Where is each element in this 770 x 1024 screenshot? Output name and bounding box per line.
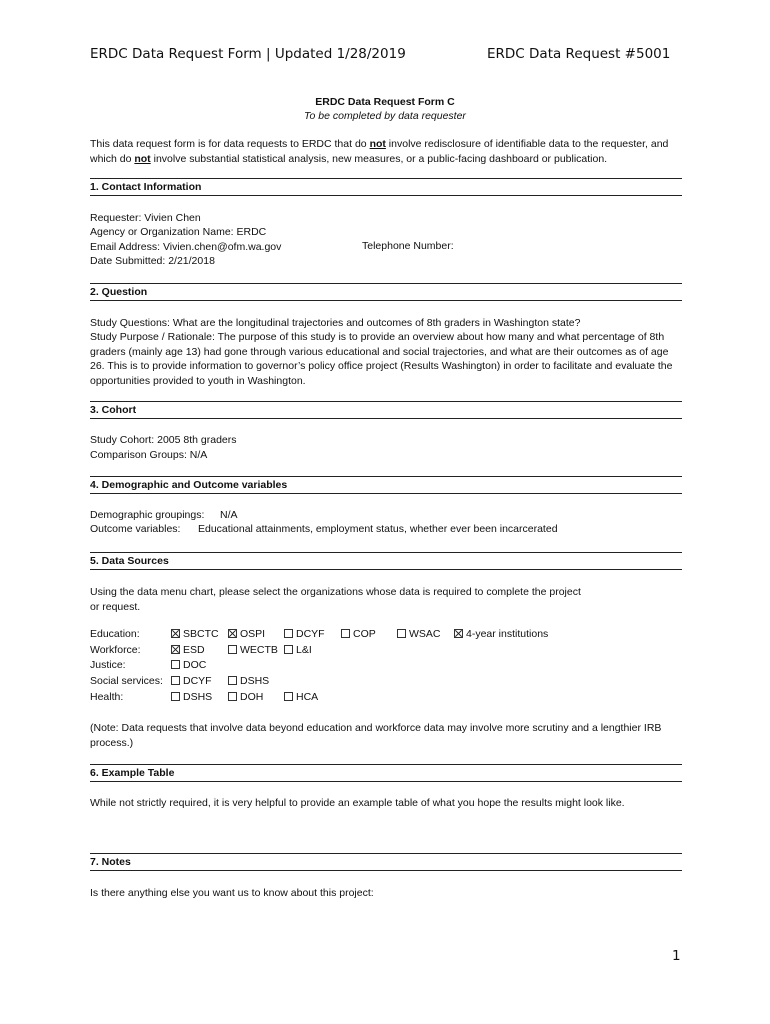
section-question-heading: 2. Question [90,283,682,301]
source-row-label-education: Education: [90,628,140,640]
comparison-groups: Comparison Groups: N/A [90,449,208,461]
demographic-value: N/A [220,509,238,521]
outcome-label: Outcome variables: [90,523,181,535]
source-row-label-workforce: Workforce: [90,644,141,656]
section-sources-heading: 5. Data Sources [90,552,682,570]
section-example-heading: 6. Example Table [90,764,682,782]
checkbox-education-wsac[interactable]: WSAC [397,628,441,640]
requester-line: Requester: Vivien Chen [90,212,201,224]
checkbox-health-doh[interactable]: DOH [228,691,263,703]
checked-box-icon [171,629,180,638]
unchecked-box-icon [228,692,237,701]
study-rationale: Study Purpose / Rationale: The purpose of this study is to provide an overview about how many and what percentage of 8th graders (mainly age 13) had gone through various educational and social trajectories, and what are their outcomes as of age 26. This is to provide information to governor’s policy office project (Results Washington) in order to facilitate and evaluate the opportunities provided to youth in Washington. [90,331,673,387]
source-row-label-health: Health: [90,691,124,703]
unchecked-box-icon [171,676,180,685]
checkbox-social-dshs[interactable]: DSHS [228,675,269,687]
unchecked-box-icon [397,629,406,638]
intro-paragraph: This data request form is for data requests to ERDC that do not involve redisclosure of identifiable data to the requester, and which do not involve substantial statistical analysis, new measures, or a public-facing dashboard or publication. [90,138,669,165]
sources-instructions: Using the data menu chart, please select the organizations whose data is required to complete the project or request. [90,586,581,613]
unchecked-box-icon [228,645,237,654]
page-number: 1 [672,948,681,964]
checkbox-education-sbctc[interactable]: SBCTC [171,628,219,640]
study-cohort: Study Cohort: 2005 8th graders [90,434,237,446]
demographic-label: Demographic groupings: [90,509,205,521]
checked-box-icon [454,629,463,638]
unchecked-box-icon [284,692,293,701]
section-variables-heading: 4. Demographic and Outcome variables [90,476,682,494]
checkbox-workforce-li[interactable]: L&I [284,644,312,656]
checkbox-workforce-esd[interactable]: ESD [171,644,205,656]
checkbox-education-4-year[interactable]: 4-year institutions [454,628,548,640]
section-cohort-heading: 3. Cohort [90,401,682,419]
checked-box-icon [171,645,180,654]
header-left: ERDC Data Request Form | Updated 1/28/2019 [90,46,406,62]
notes-text: Is there anything else you want us to know about this project: [90,887,374,899]
source-row-label-justice: Justice: [90,659,126,671]
checkbox-education-cop[interactable]: COP [341,628,376,640]
email-line: Email Address: Vivien.chen@ofm.wa.gov [90,241,282,253]
date-submitted-line: Date Submitted: 2/21/2018 [90,255,215,267]
form-subtitle: To be completed by data requester [304,110,466,122]
checkbox-health-dshs[interactable]: DSHS [171,691,212,703]
section-contact-heading: 1. Contact Information [90,178,682,196]
checkbox-education-ospi[interactable]: OSPI [228,628,265,640]
checkbox-education-dcyf[interactable]: DCYF [284,628,325,640]
unchecked-box-icon [171,692,180,701]
unchecked-box-icon [228,676,237,685]
section-notes-heading: 7. Notes [90,853,682,871]
unchecked-box-icon [284,645,293,654]
agency-line: Agency or Organization Name: ERDC [90,226,267,238]
checked-box-icon [228,629,237,638]
sources-note: (Note: Data requests that involve data beyond education and workforce data may involve more scrutiny and a lengthier IRB process.) [90,722,662,749]
checkbox-workforce-wectb[interactable]: WECTB [228,644,278,656]
checkbox-health-hca[interactable]: HCA [284,691,318,703]
telephone-line: Telephone Number: [362,240,454,252]
checkbox-social-dcyf[interactable]: DCYF [171,675,212,687]
unchecked-box-icon [341,629,350,638]
unchecked-box-icon [171,660,180,669]
outcome-value: Educational attainments, employment status, whether ever been incarcerated [198,523,558,535]
checkbox-justice-doc[interactable]: DOC [171,659,206,671]
source-row-label-social: Social services: [90,675,163,687]
form-title: ERDC Data Request Form C [315,96,455,108]
study-questions: Study Questions: What are the longitudinal trajectories and outcomes of 8th graders in Washington state? [90,317,581,329]
header-right: ERDC Data Request #5001 [487,46,671,62]
unchecked-box-icon [284,629,293,638]
example-text: While not strictly required, it is very helpful to provide an example table of what you hope the results might look like. [90,797,625,809]
